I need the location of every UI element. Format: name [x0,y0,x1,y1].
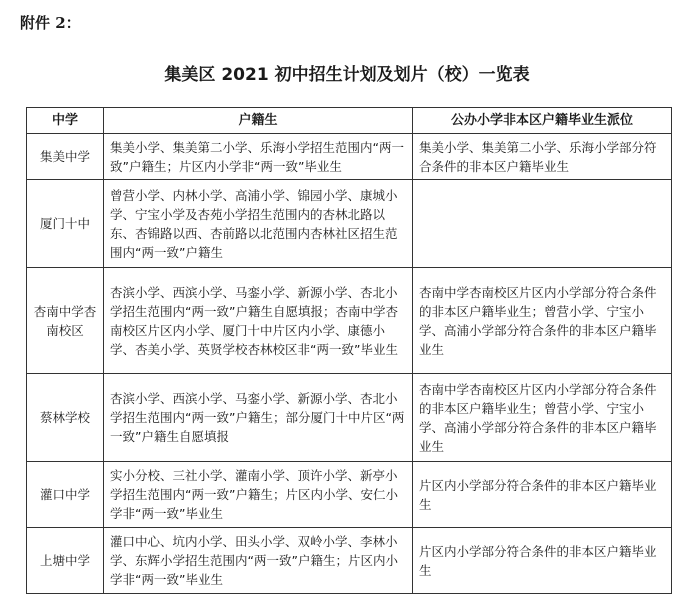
school-name: 厦门十中 [39,216,90,231]
non-local-cell: 片区内小学部分符合条件的非本区户籍毕业生 [413,462,672,528]
table-row [27,134,672,180]
hukou-cell: 实小分校、三社小学、灌南小学、顶许小学、新亭小学招生范围内“两一致”户籍生；片区内小学、安仁小学非“两一致”毕业生 [104,462,413,528]
attachment-label: 附件 2： [20,14,81,32]
non-local-cell: 片区内小学部分符合条件的非本区户籍毕业生 [413,528,672,594]
header-row [27,108,672,134]
hukou-cell: 灌口中心、坑内小学、田头小学、双岭小学、李林小学、东辉小学招生范围内“两一致”户籍生；片区内小学非“两一致”毕业生 [104,528,413,594]
school-name: 上塘中学 [39,553,90,568]
school-cell [27,374,104,462]
table-row [27,528,672,594]
school-name: 灌口中学 [39,487,90,502]
enrollment-plan-table [26,107,672,594]
school-cell [27,268,104,374]
school-cell [27,180,104,268]
hukou-cell: 集美小学、集美第二小学、乐海小学招生范围内“两一致”户籍生；片区内小学非“两一致”毕业生 [104,134,413,180]
hukou-cell: 杏滨小学、西滨小学、马銮小学、新源小学、杏北小学招生范围内“两一致”户籍生自愿填报；杏南中学杏南校区片区内小学、厦门十中片区内小学、康德小学、杏美小学、英贤学校杏林校区非“两一致”毕业生 [104,268,413,374]
school-name: 杏南中学杏南校区 [33,303,97,338]
school-cell [27,134,104,180]
hukou-cell: 曾营小学、内林小学、高浦小学、锦园小学、康城小学、宁宝小学及杏苑小学招生范围内的杏林北路以东、杏锦路以西、杏前路以北范围内杏林社区招生范围内“两一致”户籍生 [104,180,413,268]
header-school: 中学 [27,108,104,134]
table-header [27,108,672,134]
table-row [27,268,672,374]
table-row [27,180,672,268]
non-local-cell: 杏南中学杏南校区片区内小学部分符合条件的非本区户籍毕业生；曾营小学、宁宝小学、高浦小学部分符合条件的非本区户籍毕业生 [413,374,672,462]
document-title: 集美区 2021 初中招生计划及划片（校）一览表 [164,65,530,85]
hukou-cell: 杏滨小学、西滨小学、马銮小学、新源小学、杏北小学招生范围内“两一致”户籍生；部分厦门十中片区“两一致”户籍生自愿填报 [104,374,413,462]
non-local-cell [413,180,672,268]
non-local-cell: 杏南中学杏南校区片区内小学部分符合条件的非本区户籍毕业生；曾营小学、宁宝小学、高浦小学部分符合条件的非本区户籍毕业生 [413,268,672,374]
school-cell [27,462,104,528]
non-local-cell: 集美小学、集美第二小学、乐海小学部分符合条件的非本区户籍毕业生 [413,134,672,180]
header-hukou: 户籍生 [104,108,413,134]
table-row [27,374,672,462]
header-non-local: 公办小学非本区户籍毕业生派位 [413,108,672,134]
school-cell [27,528,104,594]
school-name: 蔡林学校 [39,410,90,425]
table-body [27,134,672,594]
school-name: 集美中学 [39,149,90,164]
table-row [27,462,672,528]
